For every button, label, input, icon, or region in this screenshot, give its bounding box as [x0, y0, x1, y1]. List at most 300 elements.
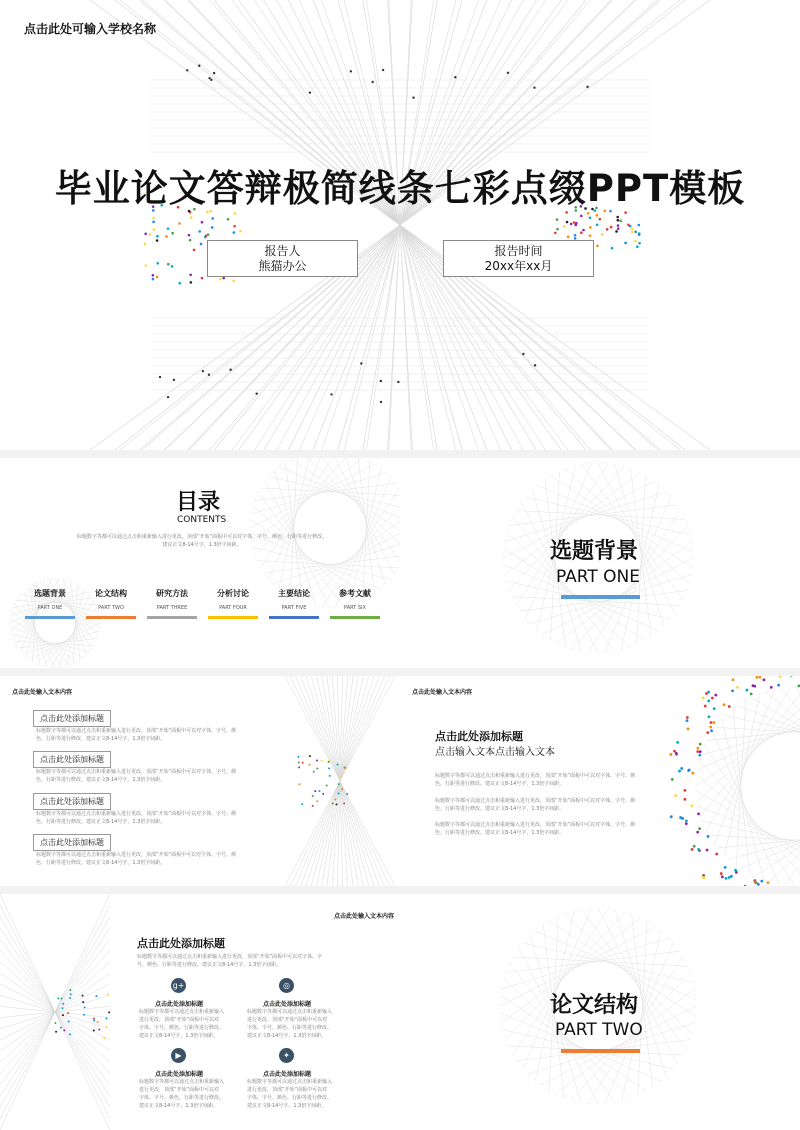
toc-item-bar: [269, 616, 319, 619]
color-dot: [297, 756, 299, 758]
slide-divider: [0, 450, 800, 458]
toc-item-part: PART ONE: [37, 605, 63, 611]
feature-body-line: 标题数字等都可以通过点击和重新输入: [247, 1009, 333, 1015]
color-dot: [619, 220, 622, 223]
feature-title[interactable]: 点击此处添加标题: [155, 1071, 204, 1078]
color-dot: [507, 72, 509, 74]
feature-body-line: 标题数字等都可以通过点击和重新输入: [247, 1079, 333, 1085]
color-dot: [103, 1037, 105, 1039]
part-one-title[interactable]: 选题背景: [550, 539, 639, 564]
color-dot: [637, 224, 640, 227]
section-body[interactable]: [36, 768, 251, 784]
color-dot: [152, 217, 155, 220]
color-dot: [69, 989, 71, 991]
section-body[interactable]: [36, 727, 251, 743]
ring-line: [513, 957, 687, 966]
decor-line: [696, 690, 800, 802]
feature-body-line: 进行更改，顶部“开始”面板中可以对: [247, 1087, 328, 1093]
time-label: 报告时间: [494, 244, 543, 258]
section-body-line: 色、行距等进行修改。建议正文8-14号字，1.3倍字间距。: [36, 736, 166, 742]
color-dot: [61, 997, 63, 999]
color-dot: [582, 229, 585, 232]
color-dot: [232, 280, 235, 283]
color-dot: [777, 684, 780, 687]
color-dot: [82, 995, 84, 997]
feature-body[interactable]: [247, 1078, 342, 1110]
color-dot: [589, 216, 592, 219]
color-dot: [567, 236, 570, 239]
color-dot: [611, 247, 614, 250]
color-dot: [380, 380, 382, 382]
feature-title[interactable]: 点击此处添加标题: [263, 1001, 312, 1008]
toc-item[interactable]: [208, 588, 258, 619]
color-dot: [691, 772, 694, 775]
ring-line: [349, 467, 381, 606]
color-dot: [636, 245, 639, 248]
slide-divider: [0, 668, 800, 676]
slide-divider: [0, 886, 800, 894]
color-dot: [586, 86, 588, 88]
color-dot: [698, 827, 701, 830]
main-title[interactable]: 毕业论文答辩极简线条七彩点缀PPT模板: [54, 167, 746, 210]
color-dot: [62, 1014, 64, 1016]
decor-line: [701, 821, 800, 857]
color-dot: [454, 76, 456, 78]
color-dot: [779, 676, 782, 678]
color-dot: [706, 849, 709, 852]
color-dot: [680, 767, 683, 770]
color-dot: [596, 244, 599, 247]
feature-body[interactable]: [139, 1008, 234, 1040]
color-dot: [328, 761, 330, 763]
color-dot: [683, 789, 686, 792]
color-dot: [713, 707, 716, 710]
color-dot: [108, 1011, 110, 1013]
section-tag[interactable]: 点击此处添加标题: [33, 710, 111, 727]
color-dot: [675, 752, 678, 755]
paragraph[interactable]: [435, 797, 645, 813]
color-dot: [152, 221, 155, 224]
feature-body-line: 建议正文8-14号字，1.3倍字间距。: [139, 1033, 219, 1039]
toc-item-bar: [208, 616, 258, 619]
color-dot: [713, 721, 716, 724]
color-dot: [631, 227, 634, 230]
section-body-line: 标题数字等都可以通过点击和重新输入进行更改，顶部“开始”面板中可以对字体、字号、颜: [36, 852, 237, 858]
color-dot: [412, 97, 414, 99]
ring-line: [10, 618, 77, 662]
decor-line: [696, 775, 800, 882]
color-dot: [589, 226, 592, 229]
feature-body-line: 建议正文8-14号字，1.3倍字间距。: [247, 1103, 327, 1109]
decor-line: [736, 699, 746, 867]
color-dot: [208, 374, 210, 376]
color-dot: [156, 262, 159, 265]
color-dot: [332, 802, 334, 804]
color-dot: [574, 234, 577, 237]
color-dot: [736, 686, 739, 689]
toc-desc-line-2: 建议正文8-14号字，1.3倍字间距。: [162, 542, 242, 548]
color-dot: [638, 233, 641, 236]
decor-line: [768, 770, 800, 882]
toc-item-label: 主要结论: [278, 589, 310, 598]
color-dot: [696, 750, 699, 753]
color-dot: [685, 820, 688, 823]
paragraph[interactable]: [435, 821, 645, 837]
color-dot: [709, 726, 712, 729]
color-dot: [189, 273, 192, 276]
color-dot: [697, 848, 700, 851]
toc-item-part: PART THREE: [156, 605, 188, 611]
color-dot: [188, 234, 191, 237]
color-dot: [758, 676, 761, 679]
decor-line: [695, 790, 800, 875]
color-dot: [617, 219, 620, 222]
color-dot: [721, 875, 724, 878]
color-dot: [198, 65, 200, 67]
color-dot: [156, 239, 159, 242]
color-dot: [708, 715, 711, 718]
color-dot: [229, 369, 231, 371]
section-body-line: 标题数字等都可以通过点击和重新输入进行更改，顶部“开始”面板中可以对字体、字号、颜: [36, 728, 237, 734]
color-dot: [371, 81, 373, 83]
color-dot: [322, 793, 324, 795]
section-body[interactable]: [36, 810, 251, 826]
color-dot: [678, 770, 681, 773]
toc-item-bar: [25, 616, 75, 619]
toc-item-bar: [86, 616, 136, 619]
color-dot: [731, 689, 734, 692]
feature-body-line: 建议正文8-14号字，1.3倍字间距。: [139, 1103, 219, 1109]
feature-body[interactable]: [139, 1078, 234, 1110]
color-dot: [704, 705, 707, 708]
ring-line: [252, 547, 391, 579]
color-dot: [596, 214, 599, 217]
slide-b-title[interactable]: 点击此处添加标题: [435, 730, 523, 743]
color-dot: [707, 699, 710, 702]
feature-title[interactable]: 点击此处添加标题: [263, 1071, 312, 1078]
color-dot: [97, 1021, 99, 1023]
school-name[interactable]: 点击此处可输入学校名称: [24, 22, 157, 36]
color-dot: [222, 277, 225, 280]
color-dot: [57, 997, 59, 999]
section-body-line: 标题数字等都可以通过点击和重新输入进行更改，顶部“开始”面板中可以对字体、字号、颜: [36, 811, 237, 817]
color-dot: [790, 676, 793, 677]
color-dot: [714, 694, 717, 697]
color-dot: [106, 1017, 108, 1019]
color-dot: [573, 221, 576, 224]
toc-item-label: 选题背景: [34, 589, 66, 598]
color-dot: [691, 848, 694, 851]
color-dot: [711, 697, 714, 700]
color-dot: [171, 232, 174, 235]
color-dot: [313, 771, 315, 773]
color-dot: [575, 222, 578, 225]
section-body[interactable]: [36, 851, 251, 867]
color-dot: [762, 678, 765, 681]
time-box[interactable]: [443, 240, 594, 277]
slide-b-subtitle[interactable]: 点击输入文本点击输入文本: [435, 747, 555, 758]
color-dot: [67, 1012, 69, 1014]
color-dot: [338, 783, 340, 785]
youtube-icon[interactable]: ▶: [171, 1048, 186, 1063]
section-tag[interactable]: 点击此处添加标题: [33, 834, 111, 851]
color-dot: [617, 224, 620, 227]
color-dot: [563, 225, 566, 228]
color-dot: [337, 764, 339, 766]
color-dot: [707, 835, 710, 838]
color-dot: [302, 762, 304, 764]
slide-a-header[interactable]: 点击此处输入文本内容: [12, 689, 73, 696]
slide-c-title[interactable]: 点击此处添加标题: [137, 937, 225, 950]
color-dot: [312, 805, 314, 807]
color-dot: [687, 769, 690, 772]
color-dot: [167, 396, 169, 398]
slide-c-description[interactable]: [137, 953, 387, 969]
color-dot: [676, 741, 679, 744]
paragraph[interactable]: [435, 772, 645, 788]
color-dot: [624, 242, 627, 245]
ring-line: [638, 921, 647, 1095]
color-dot: [710, 729, 713, 732]
color-dot: [156, 235, 159, 238]
color-dot: [750, 692, 753, 695]
ring-line: [295, 514, 400, 600]
color-dot: [84, 1006, 86, 1008]
color-dot: [710, 721, 713, 724]
color-dot: [309, 91, 311, 93]
color-dot: [723, 703, 726, 706]
color-dot: [208, 77, 210, 79]
color-dot: [599, 218, 602, 221]
color-dot: [610, 226, 613, 229]
color-dot: [213, 72, 215, 74]
part-two-subtitle[interactable]: PART TWO: [555, 1020, 643, 1040]
color-dot: [690, 804, 693, 807]
color-dot: [534, 364, 536, 366]
ring-line: [250, 520, 370, 598]
color-dot: [82, 1001, 84, 1003]
toc-item-part: PART TWO: [98, 605, 124, 611]
toc-item[interactable]: [330, 588, 380, 619]
part-two-underline: [561, 1049, 640, 1053]
time-value: 20xx年xx月: [484, 259, 553, 273]
paragraph-line: 色、行距等进行修改。建议正文8-14号字，1.3倍字间距。: [435, 830, 565, 836]
toc-item-part: PART FOUR: [219, 605, 247, 611]
color-dot: [679, 816, 682, 819]
color-dot: [725, 877, 728, 880]
color-dot: [728, 876, 731, 879]
color-dot: [149, 233, 152, 236]
color-dot: [316, 800, 318, 802]
color-dot: [93, 1029, 95, 1031]
color-dot: [211, 226, 214, 229]
color-dot: [144, 232, 147, 235]
color-dot: [309, 755, 311, 757]
color-dot: [301, 803, 303, 805]
paragraph-line: 标题数字等都可以通过点击和重新输入进行更改，顶部“开始”面板中可以对字体、字号、颜: [435, 822, 636, 828]
toc-item[interactable]: [269, 588, 319, 619]
color-dot: [193, 249, 196, 252]
section-body-line: 色、行距等进行修改。建议正文8-14号字，1.3倍字间距。: [36, 777, 166, 783]
feature-body-line: 标题数字等都可以通过点击和重新输入: [139, 1009, 225, 1015]
reporter-box[interactable]: [207, 240, 358, 277]
color-dot: [669, 753, 672, 756]
color-dot: [674, 794, 677, 797]
color-dot: [589, 234, 592, 237]
color-dot: [210, 79, 212, 81]
decor-line: [706, 686, 791, 831]
toc-item-label: 研究方法: [156, 589, 188, 598]
toc-item-bar: [147, 616, 197, 619]
cover-line-pattern: [0, 0, 800, 450]
color-dot: [167, 227, 170, 230]
ring-line: [523, 943, 693, 982]
color-dot: [615, 230, 618, 233]
color-dot: [321, 760, 323, 762]
feature-body-line: 字体、字号、颜色、行距等进行修改。: [247, 1025, 333, 1031]
color-dot: [69, 997, 71, 999]
slide-b-header[interactable]: 点击此处输入文本内容: [412, 689, 473, 696]
toc-desc-line-1: 标题数字等都可以通过点击和重新输入进行更改，顶部“开始”面板中可以对字体、字号、颜色、行距等进行修改。: [76, 534, 328, 540]
color-dot: [227, 218, 230, 221]
color-dot: [190, 216, 193, 219]
slide-c-desc-line-1: 标题数字等都可以通过点击和重新输入进行更改，顶部“开始”面板中可以对字体、字: [137, 954, 323, 960]
part-one-underline: [561, 595, 640, 599]
google-plus-icon[interactable]: g+: [171, 978, 186, 993]
color-dot: [145, 264, 148, 267]
color-dot: [233, 225, 236, 228]
toc-item[interactable]: [86, 588, 136, 619]
color-dot: [152, 278, 155, 281]
decor-line: [733, 708, 750, 875]
section-tag[interactable]: 点击此处添加标题: [33, 793, 111, 810]
color-dot: [728, 705, 731, 708]
color-dot: [606, 228, 609, 231]
color-dot: [735, 871, 738, 874]
color-dot: [587, 212, 590, 215]
color-dot: [693, 845, 696, 848]
color-dot: [697, 812, 700, 815]
color-dot: [686, 719, 689, 722]
color-dot: [239, 230, 242, 233]
part-two-title[interactable]: 论文结构: [550, 993, 639, 1018]
color-dot: [334, 798, 336, 800]
color-dot: [171, 265, 174, 268]
color-dot: [671, 778, 674, 781]
color-dot: [316, 760, 318, 762]
color-dot: [340, 776, 342, 778]
color-dot: [211, 217, 214, 220]
color-dot: [707, 691, 710, 694]
color-dot: [698, 754, 701, 757]
decor-line: [784, 755, 800, 885]
ring-line: [516, 511, 685, 520]
color-dot: [156, 276, 159, 279]
cover-slide: [0, 0, 800, 450]
decor-line: [724, 692, 760, 856]
color-dot: [697, 747, 700, 750]
color-dot: [62, 1003, 64, 1005]
feature-body[interactable]: [247, 1008, 342, 1040]
color-dot: [755, 881, 758, 884]
color-dot: [673, 750, 676, 753]
color-dot: [580, 215, 583, 218]
color-dot: [173, 379, 175, 381]
color-dot: [198, 230, 201, 233]
toc-item[interactable]: [147, 588, 197, 619]
slide-c-header[interactable]: 点击此处输入文本内容: [334, 913, 395, 920]
color-dot: [683, 798, 686, 801]
feature-title[interactable]: 点击此处添加标题: [155, 1001, 204, 1008]
decor-line: [750, 697, 800, 782]
section-tag[interactable]: 点击此处添加标题: [33, 751, 111, 768]
color-dot: [178, 222, 181, 225]
color-dot: [201, 221, 204, 224]
color-dot: [308, 764, 310, 766]
instagram-icon[interactable]: ◎: [279, 978, 294, 993]
color-dot: [732, 678, 735, 681]
color-dot: [687, 728, 690, 731]
decor-line: [714, 688, 775, 845]
color-dot: [616, 216, 619, 219]
color-dot: [755, 676, 758, 679]
section-body-line: 标题数字等都可以通过点击和重新输入进行更改，顶部“开始”面板中可以对字体、字号、颜: [36, 769, 237, 775]
color-dot: [554, 232, 557, 235]
color-dot: [720, 872, 723, 875]
toc-subtitle: CONTENTS: [177, 515, 227, 525]
twitter-icon[interactable]: ✦: [279, 1048, 294, 1063]
paragraph-line: 标题数字等都可以通过点击和重新输入进行更改，顶部“开始”面板中可以对字体、字号、颜: [435, 773, 636, 779]
color-dot: [233, 231, 236, 234]
color-dot: [255, 392, 257, 394]
feature-body-line: 标题数字等都可以通过点击和重新输入: [139, 1079, 225, 1085]
color-dot: [601, 233, 604, 236]
color-dot: [746, 689, 749, 692]
slide-c-desc-line-2: 号、颜色、行距等进行修改。建议正文8-14号字，1.3倍字间距。: [137, 962, 282, 968]
part-one-subtitle[interactable]: PART ONE: [556, 567, 640, 587]
color-dot: [298, 761, 300, 763]
ring-line: [357, 458, 374, 594]
color-dot: [631, 231, 634, 234]
color-dot: [152, 274, 155, 277]
color-dot: [343, 802, 345, 804]
color-dot: [685, 822, 688, 825]
toc-item[interactable]: [25, 588, 75, 619]
color-dot: [753, 685, 756, 688]
color-dot: [706, 731, 709, 734]
color-dot: [350, 70, 352, 72]
color-dot: [570, 223, 573, 226]
color-dot: [336, 803, 338, 805]
toc-item-part: PART FIVE: [281, 605, 307, 611]
feature-body-line: 进行更改，顶部“开始”面板中可以对: [139, 1087, 220, 1093]
color-dot: [382, 69, 384, 71]
ring-line: [525, 497, 690, 535]
color-dot: [60, 1027, 62, 1029]
color-dot: [70, 993, 72, 995]
feature-body-line: 进行更改，顶部“开始”面板中可以对: [139, 1017, 220, 1023]
ring-line: [264, 555, 400, 572]
color-dot: [686, 716, 689, 719]
color-dot: [159, 376, 161, 378]
color-dot: [61, 1007, 63, 1009]
color-dot: [201, 277, 204, 280]
decor-line: [700, 712, 800, 755]
toc-item-part: PART SIX: [344, 605, 366, 611]
feature-body-line: 进行更改，顶部“开始”面板中可以对: [247, 1017, 328, 1023]
color-dot: [95, 995, 97, 997]
color-dot: [344, 767, 346, 769]
